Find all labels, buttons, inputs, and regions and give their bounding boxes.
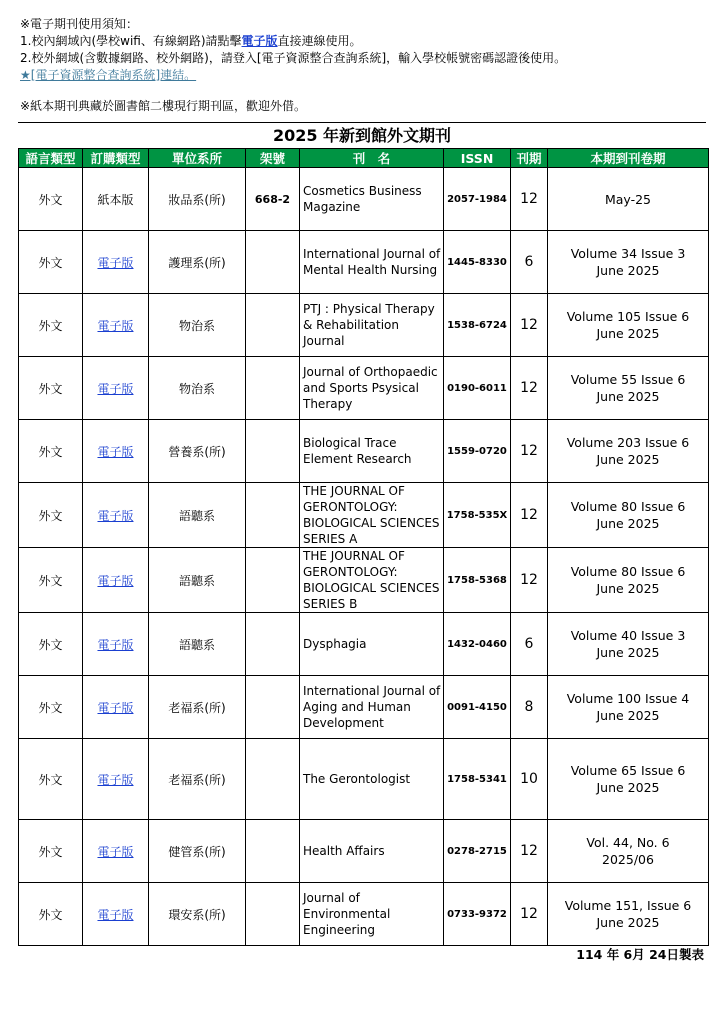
cell-issn: 2057-1984 [444, 168, 511, 231]
cell-frequency: 12 [511, 820, 548, 883]
cell-issn: 0733-9372 [444, 883, 511, 946]
table-row [19, 820, 709, 883]
volume-line-1: Volume 100 Issue 4 [566, 691, 690, 706]
volume-line-2: June 2025 [596, 581, 660, 596]
cell-frequency: 12 [511, 883, 548, 946]
cell-lang: 外文 [19, 676, 83, 739]
cell-shelf [246, 613, 300, 676]
volume-line-1: Volume 40 Issue 3 [570, 628, 686, 643]
header-shelf: 架號 [246, 149, 300, 168]
usage-notes [20, 16, 566, 115]
cell-volume [548, 676, 709, 739]
volume-line-2: June 2025 [596, 780, 660, 795]
cell-volume [548, 739, 709, 820]
cell-frequency: 6 [511, 231, 548, 294]
cell-type[interactable] [83, 820, 149, 883]
ejournal-row-link[interactable]: 電子版 [97, 508, 134, 523]
header-frequency: 刊期 [511, 149, 548, 168]
cell-frequency: 10 [511, 739, 548, 820]
ejournal-row-link[interactable]: 電子版 [97, 907, 134, 922]
cell-dept: 護理系(所) [149, 231, 246, 294]
cell-dept: 語聽系 [149, 613, 246, 676]
table-row [19, 676, 709, 739]
cell-type[interactable] [83, 676, 149, 739]
cell-volume [548, 883, 709, 946]
header-volume: 本期到刊卷期 [548, 149, 709, 168]
cell-type[interactable] [83, 294, 149, 357]
eresource-system-link[interactable]: ★[電子資源整合查詢系統]連結。 [20, 68, 197, 82]
ejournal-row-link[interactable]: 電子版 [97, 573, 134, 588]
cell-dept: 老福系(所) [149, 739, 246, 820]
cell-dept: 物治系 [149, 357, 246, 420]
cell-dept: 物治系 [149, 294, 246, 357]
table-row [19, 613, 709, 676]
volume-line-2: June 2025 [596, 452, 660, 467]
cell-frequency: 12 [511, 294, 548, 357]
cell-shelf [246, 820, 300, 883]
cell-dept: 妝品系(所) [149, 168, 246, 231]
cell-frequency: 12 [511, 168, 548, 231]
journal-table [18, 148, 709, 946]
volume-line-2: June 2025 [596, 389, 660, 404]
cell-type[interactable] [83, 548, 149, 613]
cell-issn: 0091-4150 [444, 676, 511, 739]
cell-type[interactable] [83, 357, 149, 420]
cell-lang: 外文 [19, 548, 83, 613]
table-row [19, 294, 709, 357]
ejournal-row-link[interactable]: 電子版 [97, 844, 134, 859]
cell-volume [548, 548, 709, 613]
cell-lang: 外文 [19, 883, 83, 946]
cell-dept: 健管系(所) [149, 820, 246, 883]
divider [18, 122, 706, 123]
cell-volume [548, 168, 709, 231]
cell-shelf: 668-2 [246, 168, 300, 231]
cell-dept: 語聽系 [149, 548, 246, 613]
cell-shelf [246, 294, 300, 357]
cell-dept: 語聽系 [149, 483, 246, 548]
volume-line-2: June 2025 [596, 915, 660, 930]
cell-lang: 外文 [19, 613, 83, 676]
cell-lang: 外文 [19, 168, 83, 231]
cell-frequency: 12 [511, 357, 548, 420]
cell-shelf [246, 548, 300, 613]
table-row [19, 739, 709, 820]
ejournal-row-link[interactable]: 電子版 [97, 637, 134, 652]
table-row [19, 231, 709, 294]
cell-issn: 0278-2715 [444, 820, 511, 883]
cell-title: The Gerontologist [300, 739, 444, 820]
cell-type[interactable] [83, 420, 149, 483]
header-lang: 語言類型 [19, 149, 83, 168]
cell-shelf [246, 357, 300, 420]
ejournal-row-link[interactable]: 電子版 [97, 772, 134, 787]
cell-issn: 1432-0460 [444, 613, 511, 676]
cell-type: 紙本版 [83, 168, 149, 231]
cell-dept: 老福系(所) [149, 676, 246, 739]
table-row [19, 483, 709, 548]
cell-lang: 外文 [19, 483, 83, 548]
table-row [19, 420, 709, 483]
volume-line-1: Volume 80 Issue 6 [570, 564, 686, 579]
cell-frequency: 12 [511, 420, 548, 483]
table-row [19, 883, 709, 946]
cell-issn: 1538-6724 [444, 294, 511, 357]
ejournal-row-link[interactable]: 電子版 [97, 700, 134, 715]
volume-line-2: June 2025 [596, 645, 660, 660]
cell-shelf [246, 883, 300, 946]
cell-title: International Journal of Mental Health Nursing [300, 231, 444, 294]
cell-dept: 營養系(所) [149, 420, 246, 483]
cell-issn: 1559-0720 [444, 420, 511, 483]
cell-frequency: 8 [511, 676, 548, 739]
cell-volume [548, 483, 709, 548]
ejournal-link[interactable]: 電子版 [241, 34, 278, 48]
cell-shelf [246, 231, 300, 294]
volume-line-2: June 2025 [596, 263, 660, 278]
table-row [19, 168, 709, 231]
cell-title: Health Affairs [300, 820, 444, 883]
cell-issn: 1758-535X [444, 483, 511, 548]
page-title: 2025 年新到館外文期刊 [272, 126, 452, 145]
cell-title: Cosmetics Business Magazine [300, 168, 444, 231]
volume-line-2: 2025/06 [602, 852, 654, 867]
cell-shelf [246, 739, 300, 820]
cell-title: THE JOURNAL OF GERONTOLOGY: BIOLOGICAL SCIENCES SERIES B [300, 548, 444, 613]
cell-volume [548, 420, 709, 483]
volume-line-1: Volume 55 Issue 6 [570, 372, 686, 387]
cell-dept: 環安系(所) [149, 883, 246, 946]
volume-line-1: Volume 65 Issue 6 [570, 763, 686, 778]
notes-line-2: 2.校外網域(含數據網路、校外網路)，請登入[電子資源整合查詢系統]，輸入學校帳號密碼認證後使用。 [20, 51, 567, 65]
ejournal-row-link[interactable]: 電子版 [97, 255, 134, 270]
ejournal-row-link[interactable]: 電子版 [97, 318, 134, 333]
cell-type[interactable] [83, 483, 149, 548]
cell-title: THE JOURNAL OF GERONTOLOGY: BIOLOGICAL SCIENCES SERIES A [300, 483, 444, 548]
cell-volume [548, 820, 709, 883]
notes-line-4: ※紙本期刊典藏於圖書館二樓現行期刊區，歡迎外借。 [20, 99, 307, 113]
cell-title: International Journal of Aging and Human Development [300, 676, 444, 739]
cell-title: Dysphagia [300, 613, 444, 676]
volume-line-1: Volume 34 Issue 3 [570, 246, 686, 261]
cell-title: Biological Trace Element Research [300, 420, 444, 483]
volume-line-2: June 2025 [596, 708, 660, 723]
cell-lang: 外文 [19, 294, 83, 357]
cell-type[interactable] [83, 883, 149, 946]
cell-type[interactable] [83, 613, 149, 676]
header-issn: ISSN [444, 149, 511, 168]
cell-lang: 外文 [19, 231, 83, 294]
volume-line-2: June 2025 [596, 516, 660, 531]
cell-lang: 外文 [19, 420, 83, 483]
volume-line-1: Volume 80 Issue 6 [570, 499, 686, 514]
ejournal-row-link[interactable]: 電子版 [97, 444, 134, 459]
volume-line-1: May-25 [604, 191, 652, 207]
volume-line-2: June 2025 [596, 326, 660, 341]
cell-volume [548, 613, 709, 676]
header-dept: 單位系所 [149, 149, 246, 168]
cell-type[interactable] [83, 231, 149, 294]
cell-title: PTJ : Physical Therapy & Rehabilitation Journal [300, 294, 444, 357]
cell-lang: 外文 [19, 357, 83, 420]
cell-frequency: 6 [511, 613, 548, 676]
header-type: 訂購類型 [83, 149, 149, 168]
ejournal-row-link[interactable]: 電子版 [97, 381, 134, 396]
cell-shelf [246, 483, 300, 548]
cell-issn: 1758-5341 [444, 739, 511, 820]
volume-line-1: Volume 151, Issue 6 [564, 898, 692, 913]
cell-issn: 0190-6011 [444, 357, 511, 420]
cell-issn: 1445-8330 [444, 231, 511, 294]
cell-shelf [246, 676, 300, 739]
table-header-row [19, 149, 709, 168]
cell-frequency: 12 [511, 548, 548, 613]
cell-title: Journal of Environmental Engineering [300, 883, 444, 946]
table-row [19, 357, 709, 420]
cell-lang: 外文 [19, 739, 83, 820]
notes-heading: ※電子期刊使用須知： [20, 17, 139, 31]
header-title: 刊 名 [300, 149, 444, 168]
cell-type[interactable] [83, 739, 149, 820]
cell-volume [548, 231, 709, 294]
cell-issn: 1758-5368 [444, 548, 511, 613]
volume-line-1: Volume 105 Issue 6 [566, 309, 690, 324]
cell-volume [548, 294, 709, 357]
cell-shelf [246, 420, 300, 483]
volume-line-1: Vol. 44, No. 6 [586, 835, 670, 850]
cell-title: Journal of Orthopaedic and Sports Psysical Therapy [300, 357, 444, 420]
footer-date: 114 年 6月 24日製表 [576, 947, 704, 962]
cell-volume [548, 357, 709, 420]
cell-frequency: 12 [511, 483, 548, 548]
volume-line-1: Volume 203 Issue 6 [566, 435, 690, 450]
cell-lang: 外文 [19, 820, 83, 883]
notes-line-1: 1.校內網域內(學校wifi、有線網路)請點擊電子版直接連線使用。 [20, 34, 362, 48]
table-row [19, 548, 709, 613]
